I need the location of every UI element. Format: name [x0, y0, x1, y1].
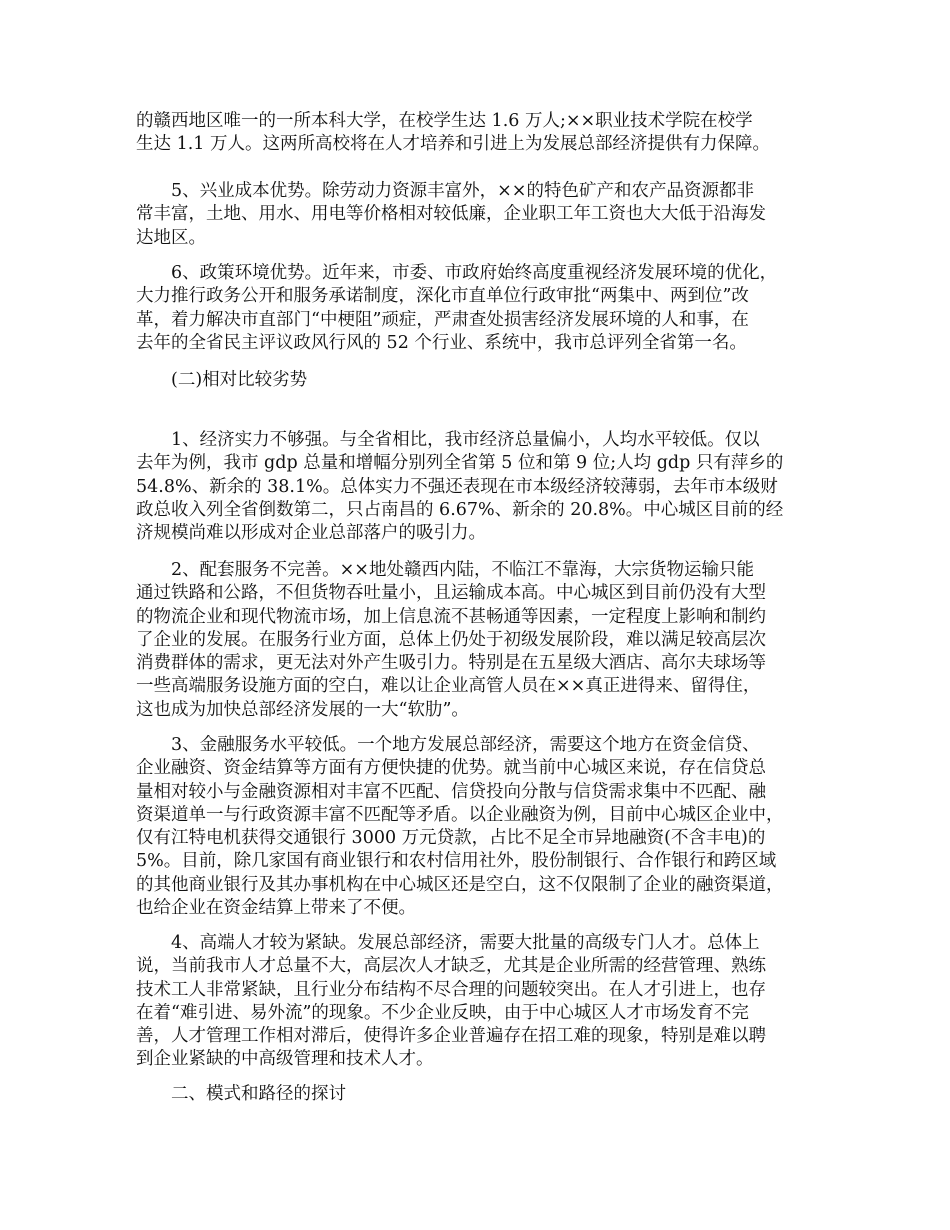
text-line: 量相对较小与金融资源相对丰富不匹配、信贷投向分散与信贷需求集中不匹配、融	[136, 781, 766, 802]
text-line: 也给企业在资金结算上带来了不便。	[136, 898, 416, 919]
text-line: 到企业紧缺的中高级管理和技术人才。	[136, 1049, 434, 1070]
text-line: 大力推行政务公开和服务承诺制度，深化市直单位行政审批“两集中、两到位”改	[136, 286, 749, 307]
text-line: 常丰富，土地、用水、用电等价格相对较低廉，企业职工年工资也大大低于沿海发	[136, 204, 766, 225]
text-line: 革，着力解决市直部门“中梗阻”顽症，严肃查处损害经济发展环境的人和事，在	[136, 309, 749, 330]
text-line: 技术工人非常紧缺，且行业分布结构不尽合理的问题较突出。在人才引进上，也存	[136, 979, 766, 1000]
text-line: 的赣西地区唯一的一所本科大学，在校学生达 1.6 万人;××职业技术学院在校学	[136, 111, 753, 131]
text-line: 企业融资、资金结算等方面有方便快捷的优势。就当前中心城区来说，存在信贷总	[136, 758, 766, 779]
paragraph-7	[136, 932, 816, 1072]
text-line: 5%。目前，除几家国有商业银行和农村信用社外，股份制银行、合作银行和跨区域	[136, 851, 777, 872]
text-line: 去年为例，我市 gdp 总量和增幅分别列全省第 5 位和第 9 位;人均 gdp 只有萍乡的	[136, 453, 784, 474]
text-line: 的其他商业银行及其办事机构在中心城区还是空白，这不仅限制了企业的融资渠道，	[136, 874, 784, 895]
text-line: 了企业的发展。在服务行业方面，总体上仍处于初级发展阶段，难以满足较高层次	[136, 629, 766, 650]
text-line: 4、高端人才较为紧缺。发展总部经济，需要大批量的高级专门人才。总体上	[136, 933, 760, 953]
text-line: 资渠道单一与行政资源丰富不匹配等矛盾。以企业融资为例，目前中心城区企业中，	[136, 804, 784, 825]
text-line: 2、配套服务不完善。××地处赣西内陆，不临江不靠海，大宗货物运输只能	[136, 560, 754, 580]
text-line: 在着“难引进、易外流”的现象。不少企业反映，由于中心城区人才市场发育不完	[136, 1002, 749, 1023]
text-line: 政总收入列全省倒数第二，只占南昌的 6.67%、新余的 20.8%。中心城区目前的经	[136, 499, 784, 520]
section-heading-relative-disadvantages	[136, 369, 816, 392]
text-line: 5、兴业成本优势。除劳动力资源丰富外，××的特色矿产和农产品资源都非	[136, 181, 754, 201]
text-line: 达地区。	[136, 227, 206, 248]
text-line: 仅有江特电机获得交通银行 3000 万元贷款，占比不足全市异地融资(不含丰电)的	[136, 828, 766, 849]
paragraph-4	[136, 429, 816, 545]
paragraph-2	[136, 180, 816, 250]
heading-text: 二、模式和路径的探讨	[136, 1084, 346, 1104]
paragraph-1	[136, 110, 816, 157]
paragraph-3	[136, 262, 816, 355]
heading-text: (二)相对比较劣势	[136, 370, 308, 390]
text-line: 这也成为加快总部经济发展的一大“软肋”。	[136, 699, 469, 720]
text-line: 54.8%、新余的 38.1%。总体实力不强还表现在市本级经济较薄弱，去年市本级财	[136, 476, 778, 497]
text-line: 生达 1.1 万人。这两所高校将在人才培养和引进上为发展总部经济提供有力保障。	[136, 134, 770, 155]
text-line: 的物流企业和现代物流市场，加上信息流不甚畅通等因素，一定程度上影响和制约	[136, 606, 766, 627]
text-line: 善，人才管理工作相对滞后，使得许多企业普遍存在招工难的现象，特别是难以聘	[136, 1026, 766, 1047]
text-line: 一些高端服务设施方面的空白，难以让企业高管人员在××真正进得来、留得住，	[136, 676, 761, 697]
text-line: 说，当前我市人才总量不大，高层次人才缺乏，尤其是企业所需的经营管理、熟练	[136, 956, 766, 977]
section-heading-models-and-paths	[136, 1083, 816, 1106]
text-line: 通过铁路和公路，不但货物吞吐量小，且运输成本高。中心城区到目前仍没有大型	[136, 583, 766, 604]
text-line: 1、经济实力不够强。与全省相比，我市经济总量偏小，人均水平较低。仅以	[136, 430, 760, 450]
text-line: 去年的全省民主评议政风行风的 52 个行业、系统中，我市总评列全省第一名。	[136, 332, 747, 353]
text-line: 济规模尚难以形成对企业总部落户的吸引力。	[136, 523, 486, 544]
paragraph-5	[136, 559, 816, 722]
text-line: 消费群体的需求，更无法对外产生吸引力。特别是在五星级大酒店、高尔夫球场等	[136, 653, 766, 674]
paragraph-6	[136, 734, 816, 920]
text-line: 6、政策环境优势。近年来，市委、市政府始终高度重视经济发展环境的优化，	[136, 263, 778, 283]
text-line: 3、金融服务水平较低。一个地方发展总部经济，需要这个地方在资金信贷、	[136, 735, 760, 755]
